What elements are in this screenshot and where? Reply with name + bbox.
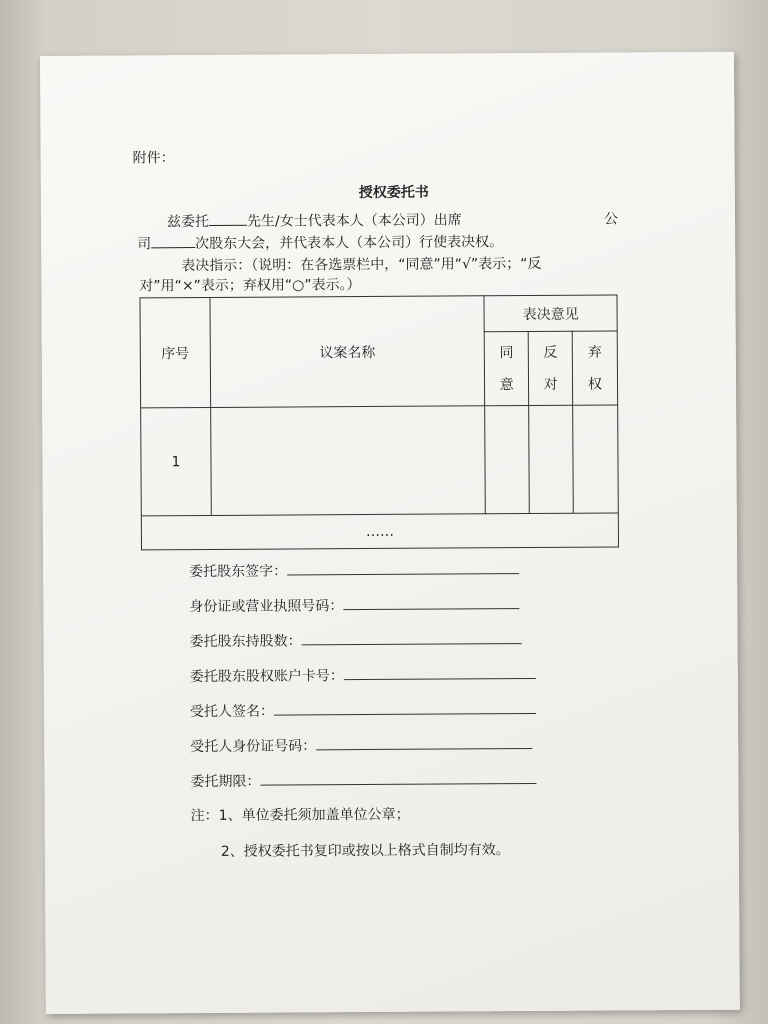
field-validity-period: 委托期限： bbox=[190, 771, 536, 791]
header-agree: 同 意 bbox=[484, 332, 528, 406]
intro-2a: 司 bbox=[137, 236, 152, 253]
intro-line-1 bbox=[167, 211, 462, 231]
voting-table bbox=[139, 294, 619, 550]
header-seq: 序号 bbox=[140, 297, 211, 407]
field-proxy-signature: 受托人签名： bbox=[190, 701, 536, 721]
intro-1c: 公 bbox=[603, 211, 619, 228]
document-title: 授权委托书 bbox=[358, 184, 429, 202]
intro-2b: 次股东大会，并代表本人（本公司）行使表决权。 bbox=[195, 234, 504, 253]
intro-1a: 兹委托 bbox=[166, 213, 210, 231]
table-ellipsis: …… bbox=[141, 513, 618, 550]
header-oppose: 反 对 bbox=[528, 331, 572, 405]
row-1-oppose-cell[interactable] bbox=[529, 405, 574, 513]
intro-line-2 bbox=[137, 233, 503, 253]
field-account-card: 委托股东股权账户卡号： bbox=[190, 666, 536, 686]
field-shareholding: 委托股东持股数： bbox=[190, 631, 522, 651]
intro-1b: 先生/女士代表本人（本公司）出席 bbox=[246, 212, 462, 230]
meeting-number-blank[interactable] bbox=[151, 235, 195, 248]
header-proposal: 议案名称 bbox=[210, 296, 485, 408]
proxy-name-blank[interactable] bbox=[209, 213, 247, 226]
header-abstain: 弃 权 bbox=[572, 331, 617, 405]
field-proxy-id-number: 受托人身份证号码： bbox=[190, 736, 532, 756]
instruction-line-2: 对”用“×”表示；弃权用“○”表示。） bbox=[139, 277, 361, 295]
row-1-abstain-cell[interactable] bbox=[573, 405, 619, 513]
header-vote: 表决意见 bbox=[484, 295, 617, 332]
row-1-agree-cell[interactable] bbox=[485, 406, 530, 514]
shareholder-signature-line[interactable] bbox=[287, 561, 519, 575]
row-1-proposal[interactable] bbox=[211, 406, 486, 516]
proxy-signature-line[interactable] bbox=[274, 701, 536, 716]
attachment-label: 附件： bbox=[132, 150, 175, 167]
field-shareholder-signature: 委托股东签字： bbox=[189, 561, 519, 581]
proxy-id-number-line[interactable] bbox=[316, 736, 532, 750]
account-card-line[interactable] bbox=[344, 666, 536, 680]
shareholding-line[interactable] bbox=[302, 631, 522, 645]
row-1-seq: 1 bbox=[141, 407, 212, 515]
field-id-license-number: 身份证或营业执照号码： bbox=[189, 596, 519, 616]
note-1: 注：1、单位委托须加盖单位公章； bbox=[190, 806, 410, 825]
document-page bbox=[40, 52, 740, 1014]
note-2: 2、授权委托书复印或按以上格式自制均有效。 bbox=[220, 842, 510, 860]
id-license-number-line[interactable] bbox=[343, 596, 519, 610]
validity-period-line[interactable] bbox=[260, 771, 536, 786]
instruction-line-1: 表决指示：（说明：在各选票栏中，“同意”用“√”表示；“反 bbox=[181, 255, 542, 275]
